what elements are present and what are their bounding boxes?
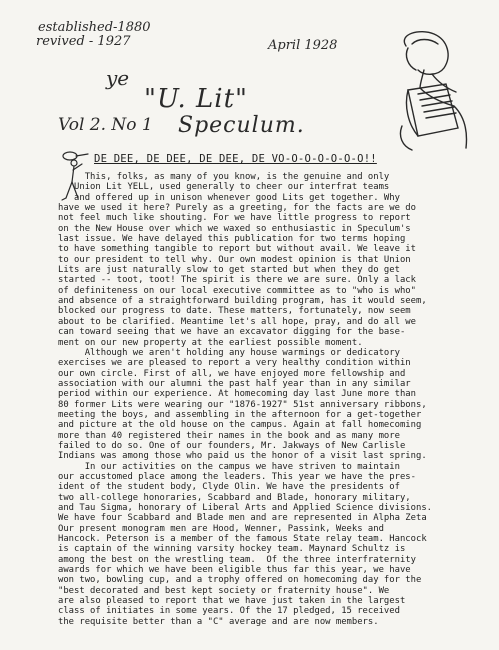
body-line: blocked our progress to date. These matters, fortunately, now seem (58, 306, 411, 317)
body-line: exercises we are pleased to report a very healthy condition within (58, 358, 411, 369)
body-line: our accustomed place among the leaders. This year we have the pres- (58, 471, 416, 482)
body-line: the requisite better than a "C" average and are now members. (58, 616, 379, 627)
body-line: meeting the boys, and assembling in the afternoon for a get-together (58, 409, 422, 420)
volume-number: Vol 2. No 1 (58, 115, 153, 135)
body-line: Hancock. Peterson is a member of the famous State relay team. Hancock (58, 534, 427, 545)
established-note: established-1880 (38, 20, 151, 35)
body-line: period within our experience. At homecoming day last June more than (58, 389, 416, 400)
body-line: failed to do so. One of our founders, Mr. Jakways of New Carlisle (58, 440, 406, 451)
masthead-ye: ye (106, 66, 130, 90)
body-line: more than 40 registered their names in the book and as many more (58, 430, 400, 441)
body-line: two all-college honoraries, Scabbard and Blade, honorary military, (58, 492, 411, 503)
body-line: among the best on the wrestling team. Of the three interfraternity (58, 554, 416, 565)
body-line: are also pleased to report that we have just taken in the largest (58, 596, 406, 607)
issue-date: April 1928 (268, 38, 338, 53)
body-line: last issue. We have delayed this publication for two terms hoping (58, 234, 406, 245)
article-heading: DE DEE, DE DEE, DE DEE, DE VO-O-O-O-O-O-O!! (94, 153, 377, 165)
body-line: and absence of a straightforward building program, has it would seem, (58, 296, 427, 307)
body-line: about to be clarified. Meantime let's all hope, pray, and do all we (58, 316, 416, 327)
masthead-ulit: "U. Lit" (144, 84, 249, 114)
body-line: of definiteness on our local executive committee as to "who is who" (58, 285, 416, 296)
masthead-speculum: Speculum. (178, 113, 305, 138)
body-line: This, folks, as many of you know, is the genuine and only (58, 172, 390, 182)
body-line: and picture at the old house on the campus. Again at fall homecoming (58, 420, 422, 431)
body-line: class of initiates in some years. Of the 17 pledged, 15 received (58, 606, 400, 617)
body-line: "best decorated and best kept society or fraternity house". We (58, 585, 390, 596)
body-line: and offered up in unison whenever good Lits get together. Why (58, 192, 400, 203)
body-line: have we used it here? Purely as a greeting, for the facts are we do (58, 203, 416, 214)
body-line: 80 former Lits were wearing our "1876-1927" 51st anniversary ribbons, (58, 399, 427, 410)
body-line: Union Lit YELL, used generally to cheer our interfrat teams (58, 182, 390, 193)
body-line: ident of the student body, Clyde Olin. We have the presidents of (58, 482, 400, 493)
body-line: to have something tangible to report but without avail. We leave it (58, 244, 416, 255)
body-line: Our present monogram men are Hood, Wenner, Passink, Weeks and (58, 523, 384, 534)
body-line: Indians was among those who paid us the honor of a visit last spring. (58, 451, 427, 462)
body-line: Although we aren't holding any house warmings or dedicatory (58, 347, 400, 358)
body-line: and Tau Sigma, honorary of Liberal Arts and Applied Science divisions. (58, 503, 433, 513)
body-line: not feel much like shouting. For we have little progress to report (58, 213, 411, 224)
body-line: won two, bowling cup, and a trophy offered on homecoming day for the (58, 575, 422, 586)
body-line: awards for which we have been eligible thus far this year, we have (58, 565, 411, 576)
article-body (58, 172, 488, 627)
body-line: started -- toot, toot! The spirit is there we are sure. Only a lack (58, 275, 416, 286)
body-line: can toward seeing that we have an excavator digging for the base- (58, 327, 406, 338)
body-line: association with our alumni the past half year than in any similar (58, 378, 411, 389)
body-line: is captain of the winning varsity hockey team. Maynard Schultz is (58, 544, 406, 555)
body-line: We have four Scabbard and Blade men and are represented in Alpha Zeta (58, 513, 427, 524)
body-line: Lits are just naturally slow to get started but when they do get (58, 265, 400, 276)
reader-sketch-icon (368, 26, 473, 154)
body-line: ment on our new property at the earliest possible moment. (58, 337, 363, 348)
body-line: to our president to tell why. Our own modest opinion is that Union (58, 254, 411, 265)
body-line: our own circle. First of all, we have enjoyed more fellowship and (58, 368, 406, 379)
revived-note: revived - 1927 (36, 34, 131, 49)
body-line: In our activities on the campus we have striven to maintain (58, 461, 400, 472)
body-line: on the New House over which we waxed so enthusiastic in Speculum's (58, 223, 411, 234)
